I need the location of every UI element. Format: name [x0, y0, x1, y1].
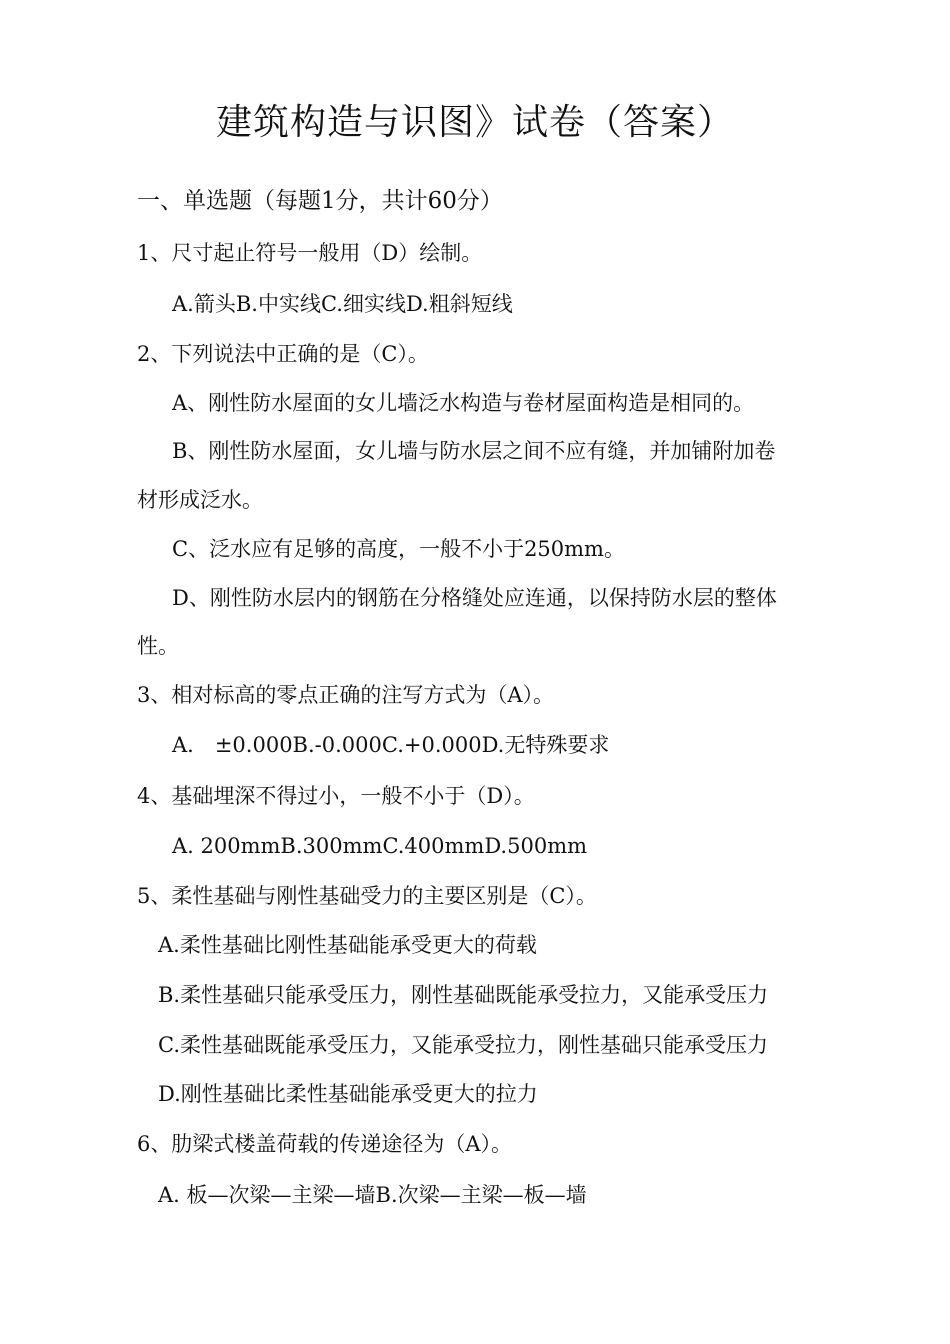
- question-5-option-b: B.柔性基础只能承受压力，刚性基础既能承受拉力，又能承受压力: [158, 983, 769, 1007]
- question-4-options: A. 200mmB.300mmC.400mmD.500mm: [172, 834, 588, 858]
- question-5-option-c: C.柔性基础既能承受压力，又能承受拉力，刚性基础只能承受压力: [158, 1033, 768, 1057]
- question-4: 4、基础埋深不得过小，一般不小于（D）。: [137, 784, 535, 808]
- question-5-option-d: D.刚性基础比柔性基础能承受更大的拉力: [158, 1082, 538, 1106]
- question-3: 3、相对标高的零点正确的注写方式为（A）。: [137, 683, 555, 707]
- question-1-options: A.箭头B.中实线C.细实线D.粗斜短线: [172, 292, 513, 316]
- question-3-options: A. ±0.000B.-0.000C.+0.000D.无特殊要求: [172, 733, 610, 757]
- document-title: 建筑构造与识图》试卷（答案）: [215, 102, 734, 143]
- question-2-option-d-cont: 性。: [137, 634, 179, 658]
- question-2: 2、下列说法中正确的是（C）。: [137, 342, 429, 366]
- section-heading: 一、单选题（每题1分，共计60分）: [137, 188, 503, 214]
- question-2-option-a: A、刚性防水屋面的女儿墙泛水构造与卷材屋面构造是相同的。: [172, 391, 755, 415]
- question-6: 6、肋梁式楼盖荷载的传递途径为（A）。: [137, 1132, 513, 1156]
- question-5: 5、柔性基础与刚性基础受力的主要区别是（C）。: [137, 884, 597, 908]
- question-5-option-a: A.柔性基础比刚性基础能承受更大的荷载: [158, 933, 537, 957]
- question-1: 1、尺寸起止符号一般用（D）绘制。: [137, 241, 483, 265]
- question-2-option-b-cont: 材形成泛水。: [137, 488, 263, 512]
- question-6-options: A. 板—次梁—主梁—墙B.次梁—主梁—板—墙: [158, 1183, 587, 1207]
- question-2-option-d: D、刚性防水层内的钢筋在分格缝处应连通，以保持防水层的整体: [172, 586, 777, 610]
- question-2-option-c: C、泛水应有足够的高度，一般不小于250mm。: [172, 537, 625, 561]
- question-2-option-b: B、刚性防水屋面，女儿墙与防水层之间不应有缝，并加铺附加卷: [172, 439, 776, 463]
